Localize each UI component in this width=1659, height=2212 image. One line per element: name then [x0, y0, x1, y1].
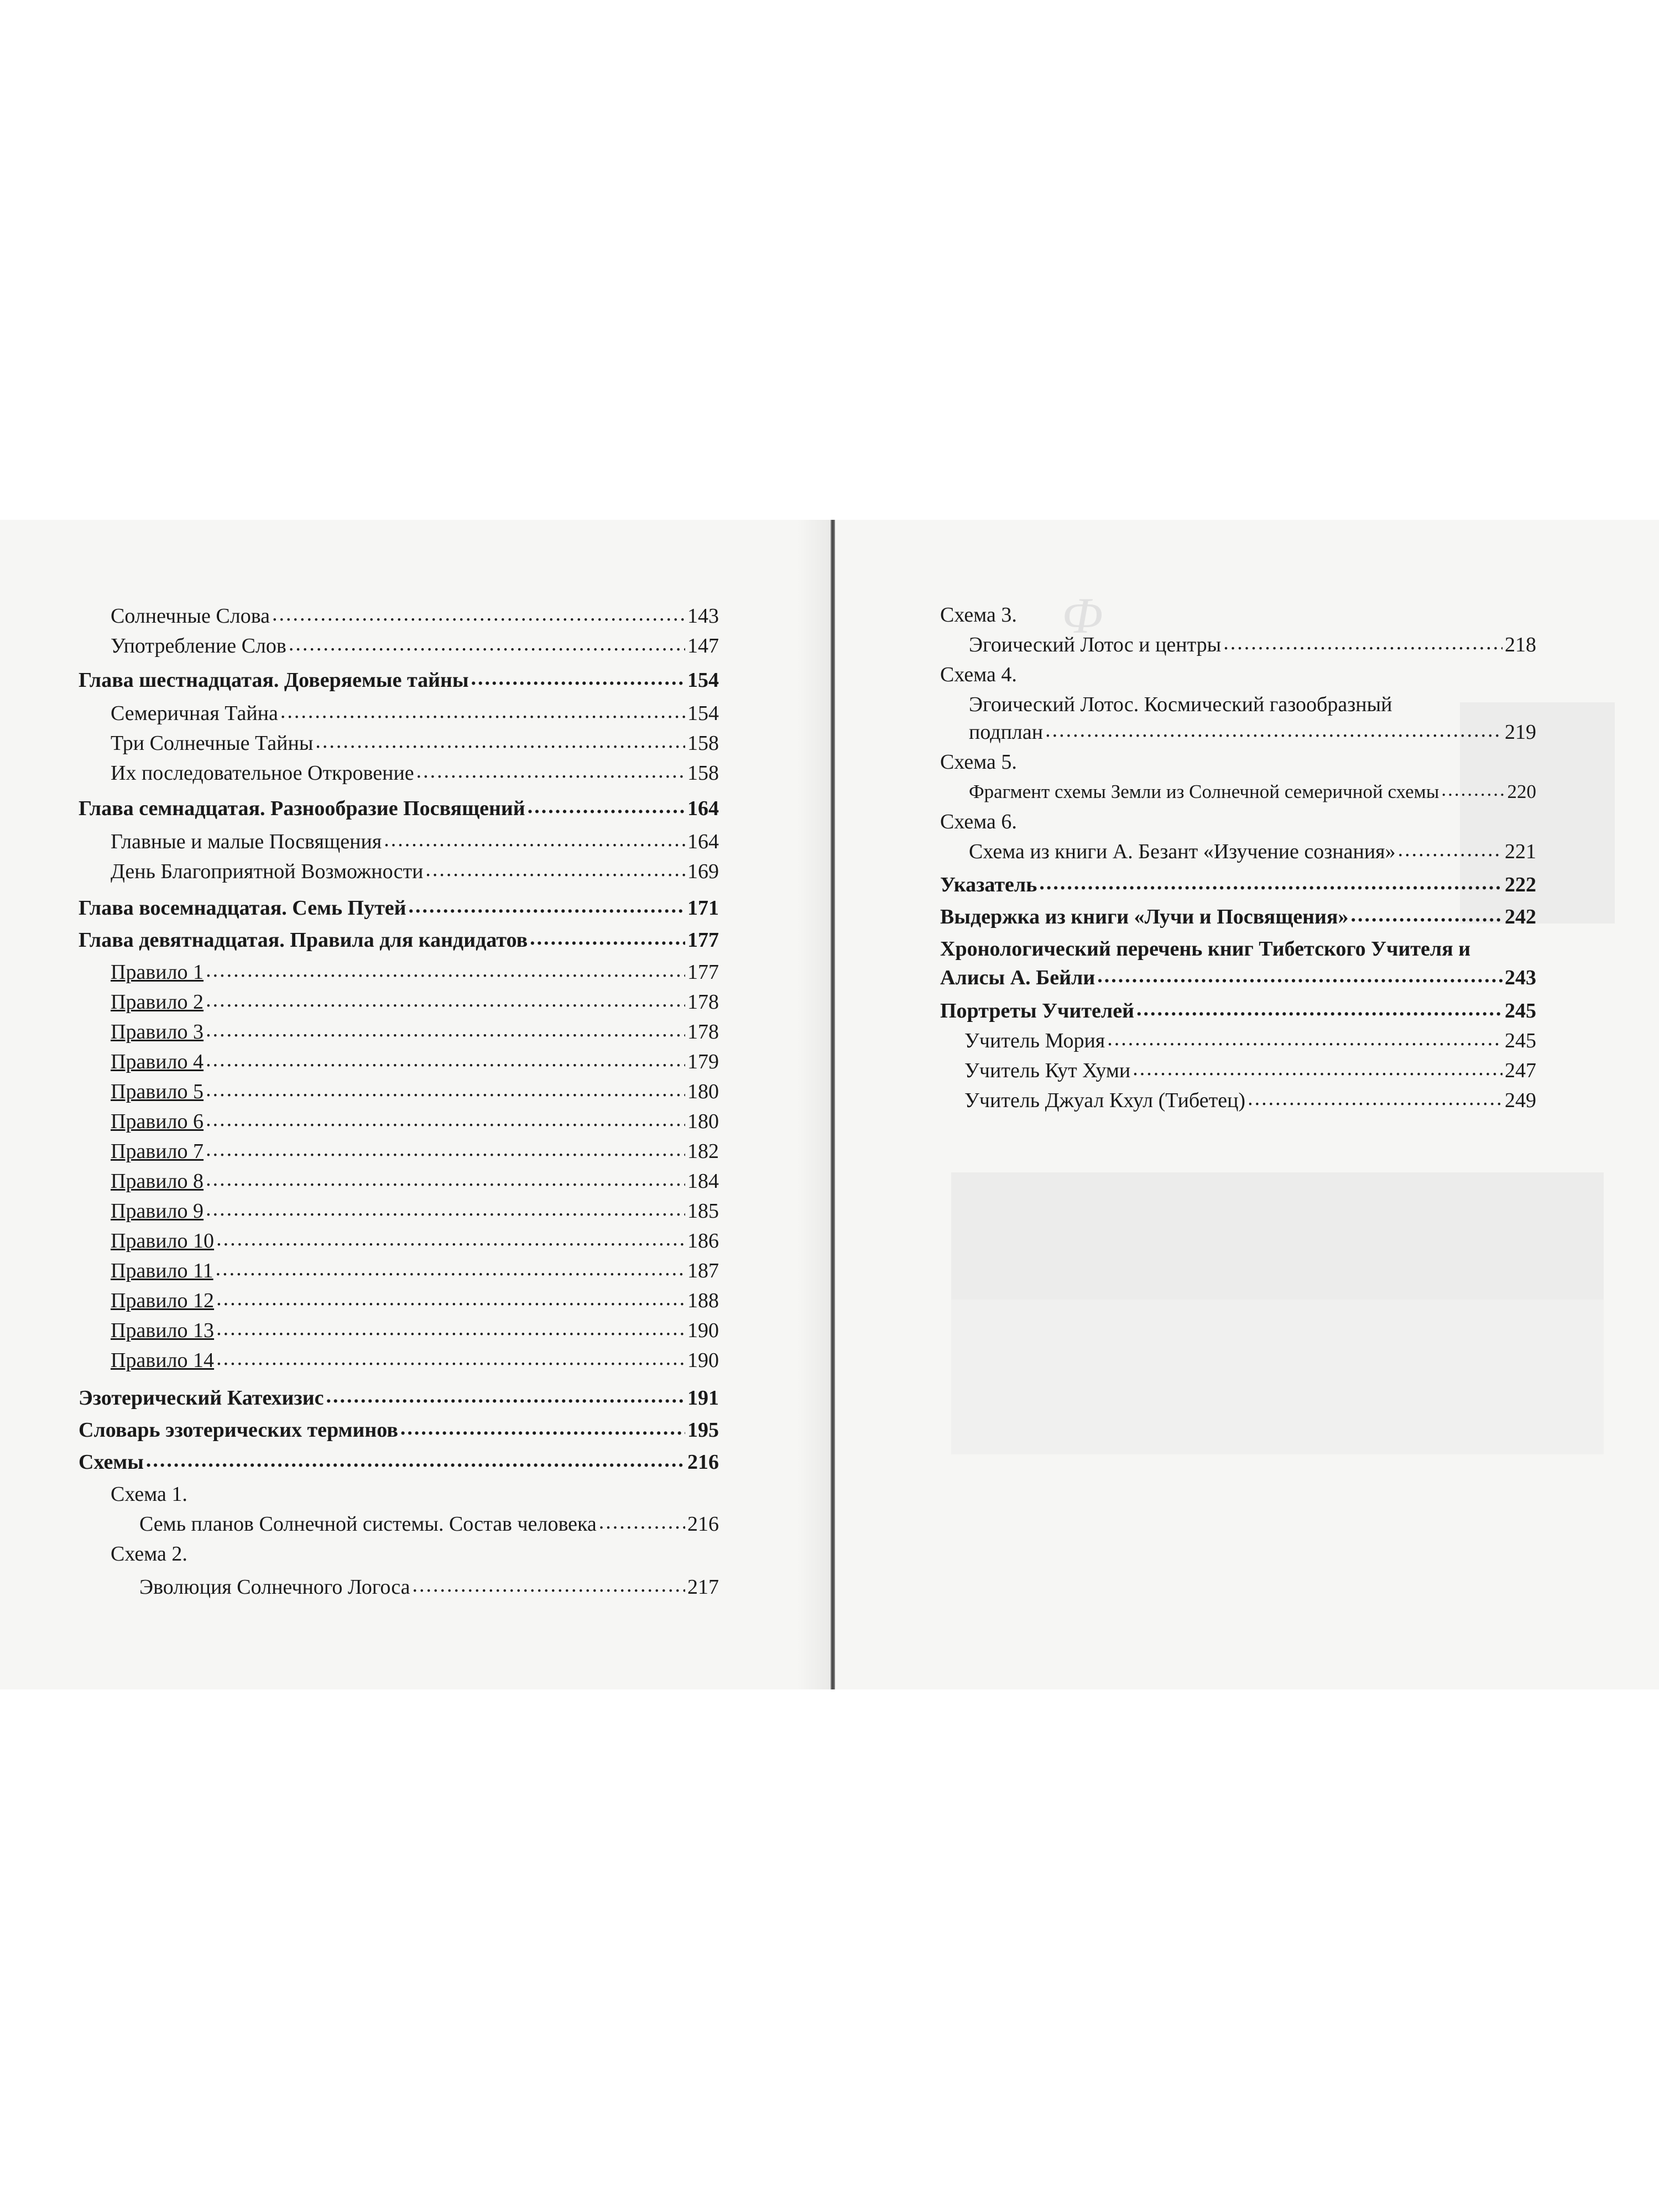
toc-entry-page: 219	[1505, 721, 1536, 744]
toc-entry-page: 187	[687, 1259, 719, 1282]
toc-entry-page: 186	[687, 1229, 719, 1253]
leader-dots	[206, 1136, 685, 1162]
toc-entry-page: 216	[687, 1512, 719, 1536]
leader-dots	[289, 630, 685, 657]
toc-entry-page: 242	[1505, 905, 1536, 928]
leader-dots	[206, 957, 685, 983]
toc-entry	[969, 838, 1536, 865]
toc-entry-label: Правило 1	[111, 961, 204, 984]
leader-dots	[471, 665, 685, 691]
leader-dots	[413, 1572, 685, 1598]
toc-chapter	[940, 998, 1536, 1024]
toc-rule-entry	[111, 1347, 719, 1374]
toc-entry-page: 179	[687, 1050, 719, 1073]
toc-entry-page: 216	[687, 1451, 719, 1474]
toc-entry-page: 158	[687, 761, 719, 785]
toc-chapter	[940, 872, 1536, 898]
toc-entry-label: Учитель Джуал Кхул (Тибетец)	[964, 1089, 1246, 1112]
toc-entry-page: 178	[687, 1020, 719, 1044]
leader-dots	[599, 1509, 685, 1535]
toc-entry-page: 158	[687, 732, 719, 755]
toc-entry-label: Выдержка из книги «Лучи и Посвящения»	[940, 905, 1349, 928]
toc-entry-page: 217	[687, 1575, 719, 1599]
toc-entry-label: Правило 11	[111, 1259, 213, 1282]
toc-entry-label: Употребление Слов	[111, 634, 286, 658]
toc-entry	[969, 779, 1536, 805]
leader-dots	[146, 1447, 685, 1473]
toc-entry-page: 180	[687, 1080, 719, 1103]
toc-entry-label: Семеричная Тайна	[111, 702, 278, 725]
leader-dots	[315, 728, 685, 754]
toc-entry	[969, 632, 1536, 658]
leader-dots	[206, 1016, 685, 1043]
leader-dots	[1441, 776, 1505, 803]
toc-entry-page: 180	[687, 1110, 719, 1133]
toc-entry-page: 243	[1505, 966, 1536, 989]
leader-dots	[409, 893, 685, 919]
toc-entry-page: 190	[687, 1319, 719, 1342]
leader-dots	[216, 1315, 685, 1342]
toc-entry-page: 245	[1505, 1029, 1536, 1052]
toc-entry-page: 220	[1507, 781, 1536, 802]
toc-entry-label: Учитель Мория	[964, 1029, 1105, 1052]
leader-dots	[1107, 1025, 1503, 1052]
toc-entry-label: Правило 2	[111, 990, 204, 1014]
show-through-block	[951, 1300, 1604, 1454]
toc-entry-label: Правило 9	[111, 1199, 204, 1223]
toc-rule-entry	[111, 1108, 719, 1135]
toc-entry-label: подплан	[969, 721, 1044, 744]
toc-entry-label: Правило 13	[111, 1319, 215, 1342]
toc-entry-page: 177	[687, 961, 719, 984]
toc-chapter	[940, 964, 1536, 991]
leader-dots	[206, 1196, 685, 1222]
toc-entry-page: 222	[1505, 873, 1536, 896]
toc-entry-label: Портреты Учителей	[940, 999, 1134, 1022]
toc-entry-label: Правило 4	[111, 1050, 204, 1073]
toc-entry	[111, 828, 719, 855]
toc-entry-page: 190	[687, 1349, 719, 1372]
toc-entry-label: Правило 5	[111, 1080, 204, 1103]
toc-entry-page: 147	[687, 634, 719, 658]
leader-dots	[530, 925, 685, 951]
toc-entry-page: 143	[687, 604, 719, 628]
toc-entry	[111, 858, 719, 885]
leader-dots	[206, 1166, 685, 1192]
book-gutter	[831, 520, 835, 1689]
toc-entry	[111, 730, 719, 757]
toc-entry-label: Фрагмент схемы Земли из Солнечной семеричной схемы	[969, 781, 1439, 802]
gutter-shadow	[796, 520, 831, 1689]
leader-dots	[1133, 1055, 1503, 1082]
toc-entry-label: Эгоический Лотос и центры	[969, 633, 1222, 656]
toc-entry-page: 249	[1505, 1089, 1536, 1112]
toc-entry-label: Глава шестнадцатая. Доверяемые тайны	[79, 669, 469, 692]
toc-chapter	[79, 895, 719, 921]
toc-rule-entry	[111, 959, 719, 985]
toc-entry-page: 218	[1505, 633, 1536, 656]
leader-dots	[216, 1225, 685, 1252]
toc-entry-page: 221	[1505, 840, 1536, 863]
toc-entry-label: Правило 12	[111, 1289, 215, 1312]
leader-dots	[216, 1285, 685, 1312]
toc-chapter	[79, 667, 719, 693]
toc-entry-label: Правило 14	[111, 1349, 215, 1372]
toc-entry-page: 188	[687, 1289, 719, 1312]
toc-entry-label: Схемы	[79, 1451, 144, 1474]
leader-dots	[1045, 717, 1503, 743]
toc-rule-entry	[111, 989, 719, 1015]
toc-entry-label: Глава восемнадцатая. Семь Путей	[79, 896, 406, 920]
leader-dots	[528, 793, 685, 820]
toc-entry	[964, 1087, 1536, 1114]
toc-entry-page: 154	[687, 702, 719, 725]
toc-entry-label: Эгоический Лотос. Космический газообразный	[969, 693, 1392, 716]
leader-dots	[1351, 901, 1503, 928]
leader-dots	[206, 1046, 685, 1073]
toc-chapter	[79, 927, 719, 953]
toc-entry-label: Глава девятнадцатая. Правила для кандидатов	[79, 928, 528, 952]
toc-entry-label: День Благоприятной Возможности	[111, 860, 424, 883]
toc-chapter	[79, 1417, 719, 1443]
scheme-heading: Схема 1.	[111, 1483, 187, 1506]
leader-dots	[1248, 1085, 1503, 1112]
toc-chapter-line: Хронологический перечень книг Тибетского Учителя и	[940, 937, 1471, 961]
toc-chapter	[79, 1449, 719, 1475]
toc-entry-label: Эзотерический Катехизис	[79, 1386, 324, 1410]
scheme-heading: Схема 6.	[940, 810, 1017, 833]
toc-entry	[969, 719, 1536, 745]
toc-rule-entry	[111, 1228, 719, 1254]
toc-entry-page: 195	[687, 1418, 719, 1442]
toc-entry-page: 164	[687, 830, 719, 853]
toc-rule-entry	[111, 1258, 719, 1284]
leader-dots	[326, 1383, 685, 1409]
leader-dots	[280, 698, 685, 724]
toc-entry-label: Указатель	[940, 873, 1037, 896]
toc-entry-page: 169	[687, 860, 719, 883]
toc-entry-label: Правило 10	[111, 1229, 215, 1253]
scheme-heading: Схема 4.	[940, 663, 1017, 686]
toc-rule-entry	[111, 1048, 719, 1075]
leader-dots	[1223, 629, 1503, 656]
toc-entry-label: Правило 8	[111, 1170, 204, 1193]
toc-entry	[139, 1574, 719, 1600]
leader-dots	[1398, 836, 1503, 863]
leader-dots	[206, 1106, 685, 1133]
toc-entry-label: Три Солнечные Тайны	[111, 732, 314, 755]
toc-entry-label: Правило 7	[111, 1140, 204, 1163]
toc-entry-page: 154	[687, 669, 719, 692]
toc-entry-page: 191	[687, 1386, 719, 1410]
toc-entry-label: Семь планов Солнечной системы. Состав человека	[139, 1512, 597, 1536]
toc-entry-page: 184	[687, 1170, 719, 1193]
toc-rule-entry	[111, 1138, 719, 1165]
toc-rule-entry	[111, 1168, 719, 1194]
toc-entry-label: Солнечные Слова	[111, 604, 270, 628]
leader-dots	[400, 1415, 685, 1441]
toc-entry-page: 171	[687, 896, 719, 920]
toc-entry-label: Главные и малые Посвящения	[111, 830, 382, 853]
leader-dots	[206, 987, 685, 1013]
toc-chapter	[79, 1385, 719, 1411]
toc-entry-page: 182	[687, 1140, 719, 1163]
toc-entry-page: 185	[687, 1199, 719, 1223]
toc-entry-label: Правило 6	[111, 1110, 204, 1133]
toc-entry	[139, 1511, 719, 1537]
toc-entry-label: Правило 3	[111, 1020, 204, 1044]
toc-entry	[111, 633, 719, 659]
show-through-title: Ф	[1062, 587, 1103, 644]
toc-entry	[111, 700, 719, 727]
leader-dots	[425, 856, 685, 883]
leader-dots	[1039, 869, 1503, 896]
toc-entry-page: 245	[1505, 999, 1536, 1022]
leader-dots	[416, 758, 685, 784]
toc-rule-entry	[111, 1317, 719, 1344]
toc-rule-entry	[111, 1287, 719, 1314]
toc-entry-label: Эволюция Солнечного Логоса	[139, 1575, 410, 1599]
scheme-heading: Схема 5.	[940, 750, 1017, 774]
leader-dots	[1097, 962, 1503, 989]
show-through-block	[951, 1172, 1604, 1300]
leader-dots	[216, 1345, 685, 1371]
toc-rule-entry	[111, 1198, 719, 1224]
toc-entry-page: 164	[687, 797, 719, 820]
toc-entry-label: Учитель Кут Хуми	[964, 1059, 1131, 1082]
leader-dots	[216, 1255, 685, 1282]
toc-entry-label: Словарь эзотерических терминов	[79, 1418, 398, 1442]
toc-entry	[964, 1027, 1536, 1054]
toc-entry-label: Глава семнадцатая. Разнообразие Посвящений	[79, 797, 525, 820]
toc-entry-label: Их последовательное Откровение	[111, 761, 414, 785]
toc-entry	[964, 1057, 1536, 1084]
leader-dots	[384, 826, 685, 853]
toc-entry-page: 247	[1505, 1059, 1536, 1082]
toc-entry-page: 177	[687, 928, 719, 952]
toc-entry	[111, 603, 719, 629]
leader-dots	[272, 601, 685, 627]
leader-dots	[206, 1076, 685, 1103]
toc-entry-page: 178	[687, 990, 719, 1014]
toc-entry-label: Алисы А. Бейли	[940, 966, 1095, 989]
toc-rule-entry	[111, 1078, 719, 1105]
scheme-heading: Схема 3.	[940, 603, 1017, 627]
toc-chapter	[940, 904, 1536, 930]
toc-chapter	[79, 795, 719, 822]
scheme-heading: Схема 2.	[111, 1542, 187, 1566]
toc-rule-entry	[111, 1019, 719, 1045]
toc-entry-label: Схема из книги А. Безант «Изучение сознания»	[969, 840, 1396, 863]
toc-entry	[111, 760, 719, 786]
leader-dots	[1136, 995, 1503, 1022]
